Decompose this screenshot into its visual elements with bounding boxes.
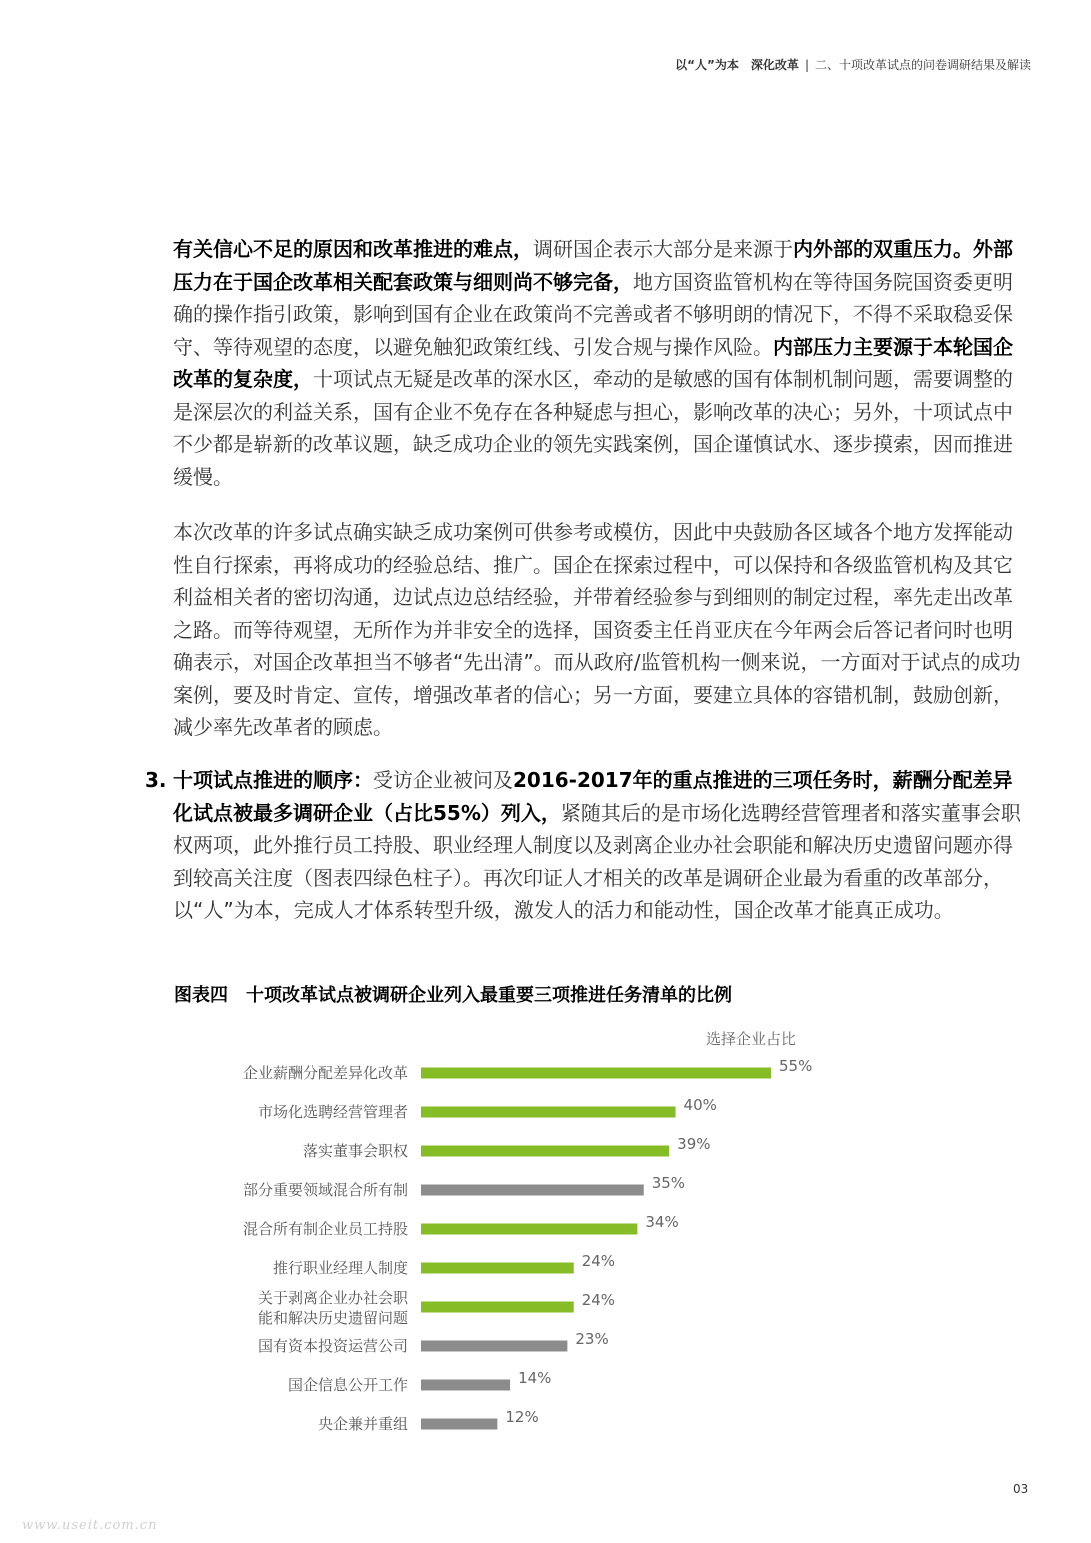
para1-bold-3: 内部压力主要源于本轮国企改革的复杂度， (173, 334, 1013, 391)
value-label-8: 23% (575, 1330, 609, 1348)
para1-bold-2: 内外部的双重压力。外部压力在于国企改革相关配套政策与细则尚不够完备， (173, 237, 1013, 294)
category-label-4: 部分重要领域混合所有制 (242, 1181, 408, 1199)
category-label-9: 国企信息公开工作 (287, 1376, 408, 1394)
category-label-line: 能和解决历史遗留问题 (257, 1309, 408, 1327)
category-label-7 (258, 1289, 409, 1327)
bar-10 (421, 1419, 497, 1430)
value-label-2: 40% (683, 1096, 717, 1114)
page-number: 03 (1013, 1482, 1029, 1496)
para1-text-1: 调研国企表示大部分是来源于 (533, 237, 793, 261)
value-label-4: 35% (651, 1174, 686, 1192)
para2-text: 本次改革的许多试点确实缺乏成功案例可供参考或模仿，因此中央鼓励各区域各个地方发挥能动性自行探索，再将成功的经验总结、推广。国企在探索过程中，可以保持和各级监管机构及其它利益相关者的密切沟通，边试点边总结经验，并带着经验参与到细则的制定过程，率先走出改革之路。而等待观望，无所作为并非安全的选择，国资委主任肖亚庆在今年两会后答记者问时也明确表示，对国企改革担当不够者“先出清”。而从政府/监管机构一侧来说，一方面对于试点的成功案例，要及时肯定、宣传，增强改革者的信心；另一方面，要建立具体的容错机制，鼓励创新，减少率先改革者的顾虑。 (173, 520, 1021, 739)
value-label-3: 39% (677, 1135, 711, 1153)
para1-text-3: 十项试点无疑是改革的深水区，牵动的是敏感的国有体制机制问题，需要调整的是深层次的利益关系，国有企业不免存在各种疑虑与担心，影响改革的决心；另外，十项试点中不少都是崭新的改革议题，缺乏成功企业的领先实践案例，国企谨慎试水、逐步摸索，因而推进缓慢。 (173, 367, 1013, 489)
para3-text-1: 受访企业被问及 (373, 768, 513, 792)
para3-bold-2: 2016-2017年的重点推进的三项任务时，薪酬分配差异化试点被最多调研企业（占比55%）列入， (173, 768, 1013, 825)
category-label-8: 国有资本投资运营公司 (257, 1337, 408, 1355)
bar-2 (421, 1107, 676, 1118)
value-label-10: 12% (505, 1408, 539, 1426)
watermark: www.useit.com.cn (22, 1518, 158, 1533)
category-label-1: 企业薪酬分配差异化改革 (242, 1064, 408, 1082)
category-label-2: 市场化选聘经营管理者 (257, 1103, 408, 1121)
category-label-6: 推行职业经理人制度 (272, 1259, 408, 1277)
chart-title: 图表四 十项改革试点被调研企业列入最重要三项推进任务清单的比例 (174, 985, 732, 1006)
para1-bold-1: 有关信心不足的原因和改革推进的难点， (173, 237, 533, 261)
bar-1 (421, 1068, 771, 1079)
bar-5 (421, 1224, 637, 1235)
list-number: 3. (145, 768, 167, 792)
para3-bold-1: 十项试点推进的顺序： (173, 768, 373, 792)
bar-9 (421, 1380, 510, 1391)
category-label-line: 关于剥离企业办社会职 (257, 1289, 408, 1307)
category-label-3: 落实董事会职权 (302, 1142, 408, 1160)
header-separator: | (804, 58, 809, 72)
header-section: 二、十项改革试点的问卷调研结果及解读 (814, 58, 1031, 72)
bar-7 (421, 1302, 574, 1313)
value-label-7: 24% (581, 1291, 616, 1309)
para1-text-2: 地方国资监管机构在等待国务院国资委更明确的操作指引政策，影响到国有企业在政策尚不完善或者不够明朗的情况下，不得不采取稳妥保守、等待观望的态度，以避免触犯政策红线、引发合规与操作风险。 (173, 269, 1013, 359)
value-label-5: 34% (645, 1213, 679, 1231)
bar-6 (421, 1263, 574, 1274)
value-label-9: 14% (518, 1369, 552, 1387)
category-label-10: 央企兼并重组 (317, 1415, 408, 1433)
header-title: 以“人”为本 深化改革 (675, 58, 799, 72)
para3-text-2: 紧随其后的是市场化选聘经营管理者和落实董事会职权两项，此外推行员工持股、职业经理人制度以及剥离企业办社会职能和解决历史遗留问题亦得到较高关注度（图表四绿色柱子）。再次印证人才相关的改革是调研企业最为看重的改革部分，以“人”为本，完成人才体系转型升级，激发人的活力和能动性，国企改革才能真正成功。 (173, 800, 1021, 922)
bar-3 (421, 1146, 669, 1157)
category-label-5: 混合所有制企业员工持股 (242, 1220, 408, 1238)
bar-4 (421, 1185, 644, 1196)
value-label-6: 24% (581, 1252, 616, 1270)
bar-8 (421, 1341, 567, 1352)
value-label-1: 55% (779, 1057, 813, 1075)
chart-value-header: 选择企业占比 (706, 1030, 797, 1048)
